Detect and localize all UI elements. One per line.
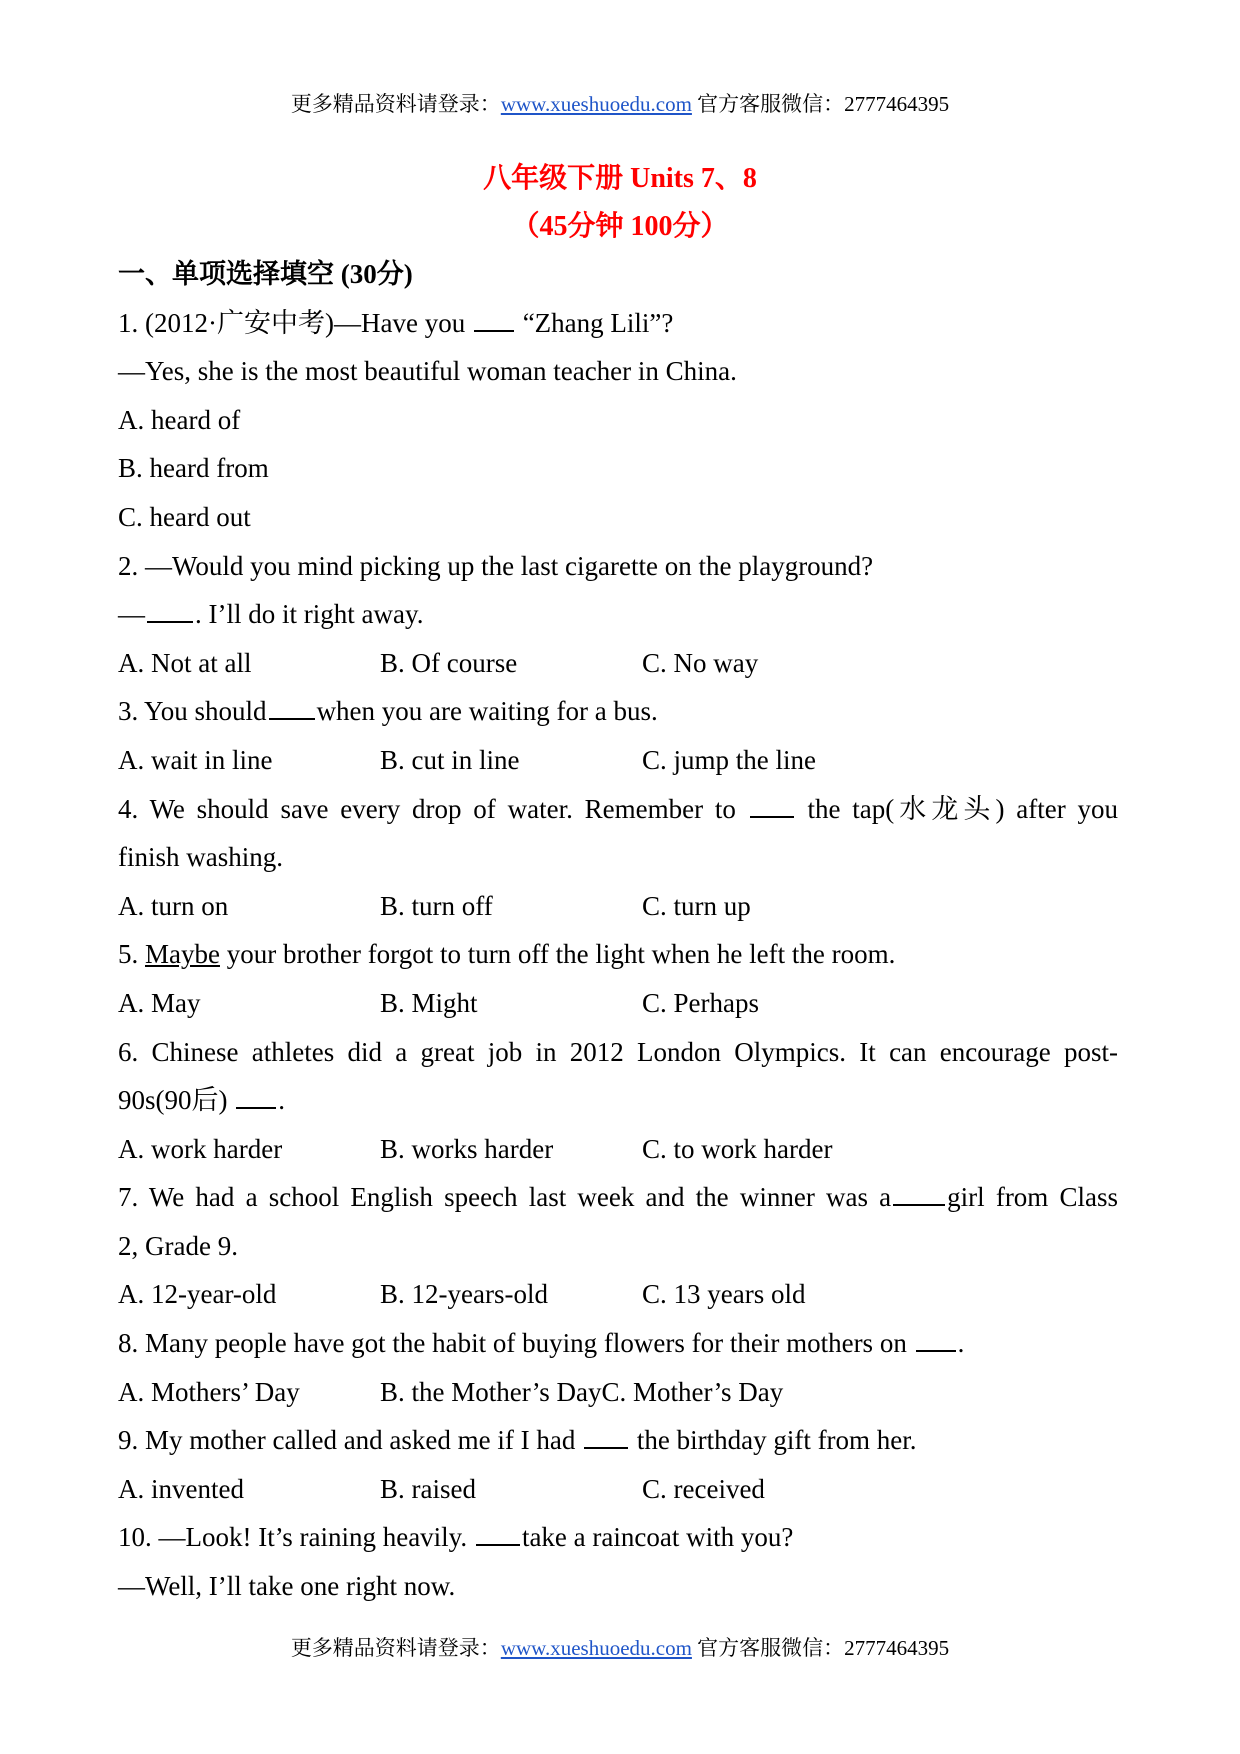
question-text: take a raincoat with you? — [521, 1522, 794, 1553]
option-c: C. received — [642, 1473, 765, 1504]
header-suffix: 官方客服微信：2777464395 — [691, 92, 950, 116]
option-c: C. 13 years old — [642, 1279, 806, 1310]
option-a: A. Not at all — [118, 647, 252, 678]
question-6: 6. Chinese athletes did a great job in 2012 London Olympics. It can encourage post- — [118, 1036, 1118, 1067]
question-text: “Zhang Lili”? — [515, 307, 674, 338]
underlined-word: Maybe — [145, 939, 220, 970]
option-a: A. work harder — [118, 1133, 283, 1164]
question-text: 90s(90后) — [118, 1085, 235, 1116]
question-text: the tap(水龙头) after you — [795, 793, 1119, 824]
question-text: 7. We had a school English speech last week and the winner was a — [118, 1182, 892, 1213]
answer-blank — [147, 593, 193, 623]
question-10 — [118, 1513, 1118, 1562]
answer-blank — [584, 1419, 628, 1449]
option-c: C. jump the line — [642, 744, 816, 775]
question-4-options — [118, 882, 1118, 931]
document-subtitle: （45分钟 100分） — [511, 211, 729, 242]
answer-blank — [916, 1322, 956, 1352]
question-5-options — [118, 979, 1118, 1028]
footer-prefix: 更多精品资料请登录： — [290, 1636, 501, 1660]
question-text: the birthday gift from her. — [630, 1425, 917, 1456]
option-c: C. Perhaps — [642, 987, 759, 1018]
question-9 — [118, 1416, 1118, 1465]
answer-blank — [269, 690, 315, 720]
option-a: A. invented — [118, 1473, 244, 1504]
question-6-continued — [118, 1076, 1118, 1125]
answer-blank — [476, 1516, 520, 1546]
answer-blank — [750, 787, 794, 817]
question-6-options — [118, 1125, 1118, 1174]
question-text: 10. —Look! It’s raining heavily. — [118, 1522, 474, 1553]
option-b: B. cut in line — [380, 744, 520, 775]
question-text: 4. We should save every drop of water. Remember to — [118, 793, 748, 824]
section-heading: 一、单项选择填空 (30分) — [118, 259, 413, 289]
question-text: — — [118, 599, 145, 630]
question-text: when you are waiting for a bus. — [316, 696, 658, 727]
answer-blank — [893, 1176, 945, 1206]
option-b: B. works harder — [380, 1133, 554, 1164]
option-b: B. heard from — [118, 453, 269, 484]
option-a: A. wait in line — [118, 744, 273, 775]
question-text: . I’ll do it right away. — [195, 599, 424, 630]
question-text: 1. (2012·广安中考)—Have you — [118, 307, 472, 338]
question-text: your brother forgot to turn off the light when he left the room. — [219, 939, 896, 970]
question-2-response — [118, 590, 1118, 639]
option-b: B. turn off — [380, 890, 493, 921]
option-b: B. Of course — [380, 647, 518, 678]
question-1-response: —Yes, she is the most beautiful woman teacher in China. — [118, 356, 737, 387]
question-9-options — [118, 1465, 1118, 1514]
answer-blank — [474, 301, 514, 331]
option-b: B. Might — [380, 987, 478, 1018]
question-1 — [118, 299, 1118, 348]
footer-site-link[interactable]: www.xueshuoedu.com — [500, 1636, 692, 1660]
question-3-options — [118, 736, 1118, 785]
option-c: C. heard out — [118, 501, 251, 532]
option-b: B. the Mother’s DayC. Mother’s Day — [380, 1376, 784, 1407]
option-c: C. No way — [642, 647, 759, 678]
question-7-continued: 2, Grade 9. — [118, 1230, 238, 1261]
option-b: B. raised — [380, 1473, 476, 1504]
option-a: A. heard of — [118, 404, 241, 435]
header-prefix: 更多精品资料请登录： — [290, 92, 501, 116]
question-8-options — [118, 1368, 1118, 1417]
question-text: 3. You should — [118, 696, 267, 727]
question-text: 9. My mother called and asked me if I had — [118, 1425, 583, 1456]
question-8 — [118, 1319, 1118, 1368]
question-text: . — [278, 1085, 285, 1116]
option-c: C. turn up — [642, 890, 751, 921]
answer-blank — [236, 1079, 276, 1109]
option-b: B. 12-years-old — [380, 1279, 548, 1310]
question-3 — [118, 687, 1118, 736]
question-2: 2. —Would you mind picking up the last cigarette on the playground? — [118, 550, 874, 581]
page-footer — [0, 1632, 1240, 1662]
question-7 — [118, 1173, 1118, 1222]
question-4-continued: finish washing. — [118, 842, 283, 873]
question-7-options — [118, 1270, 1118, 1319]
page-header — [0, 88, 1240, 118]
question-text: 5. — [118, 939, 145, 970]
option-a: A. 12-year-old — [118, 1279, 277, 1310]
option-a: A. Mothers’ Day — [118, 1376, 300, 1407]
document-title: 八年级下册 Units 7、8 — [483, 163, 757, 194]
option-a: A. May — [118, 987, 201, 1018]
question-10-response: —Well, I’ll take one right now. — [118, 1571, 456, 1602]
header-site-link[interactable]: www.xueshuoedu.com — [500, 92, 692, 116]
option-c: C. to work harder — [642, 1133, 833, 1164]
question-4 — [118, 785, 1118, 834]
question-text: girl from Class — [947, 1182, 1118, 1213]
footer-suffix: 官方客服微信：2777464395 — [691, 1636, 950, 1660]
question-2-options — [118, 639, 1118, 688]
exam-content — [118, 250, 1118, 1611]
option-a: A. turn on — [118, 890, 229, 921]
question-text: 8. Many people have got the habit of buying flowers for their mothers on — [118, 1328, 914, 1359]
question-text: . — [957, 1328, 965, 1359]
question-5 — [118, 930, 1118, 979]
